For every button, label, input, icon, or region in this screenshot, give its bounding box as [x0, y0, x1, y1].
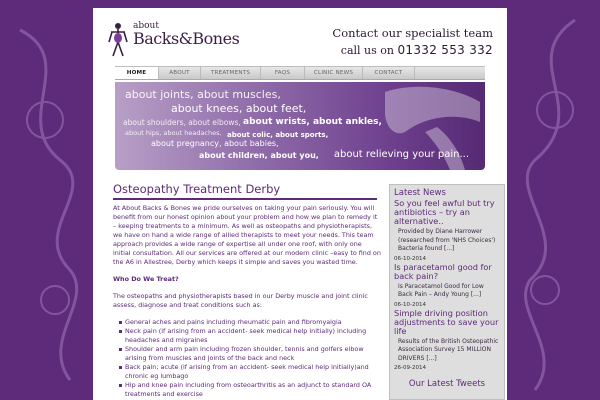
background-swirl-left	[0, 0, 95, 400]
title-divider	[113, 198, 377, 200]
news-title-link[interactable]: So you feel awful but try antibiotics – try an alternative..	[394, 198, 495, 226]
news-excerpt: Is Paracetamol Good for Low Back Pain – Andy Young [...]	[398, 282, 484, 298]
news-item	[390, 309, 504, 372]
nav-clinic-news[interactable]: CLINIC NEWS	[305, 67, 363, 79]
intro-paragraph: At About Backs & Bones we pride ourselves on taking your pain seriously. You will benefit from our honest opinion about your problem and how we plan to remedy it – keeping treatments to a minimum. As well as osteopaths and physiotherapists, we have on hand a wide range of allied therapists to meet your needs. This team approach provides a wide range of expertise all under one roof, with only one initial consultation. All our services are offered at our modern clinic –easy to find on the A6 in Allestree, Derby which keeps it simple and saves you wasted time.	[113, 204, 381, 266]
banner-line-3: about shoulders, about elbows,	[123, 118, 241, 127]
banner-line-6: about colic, about sports,	[227, 131, 329, 139]
main-navigation	[115, 66, 485, 80]
news-date: 26-09-2014	[394, 365, 426, 371]
main-content	[113, 204, 381, 399]
logo-about-text: about	[133, 21, 159, 31]
background-swirl-right	[505, 0, 600, 400]
site-header	[93, 8, 507, 63]
hero-banner	[115, 82, 485, 170]
nav-treatments[interactable]: TREATMENTS	[201, 67, 261, 79]
news-date: 06-10-2014	[394, 255, 426, 262]
list-item: Shoulder and arm pain including frozen shoulder, tennis and golfers elbow arising from muscles and joints of the back and neck	[119, 345, 381, 363]
latest-tweets-heading: Our Latest Tweets	[408, 379, 486, 389]
contact-title: Contact our specialist team	[332, 26, 493, 40]
banner-line-8: about children, about you,	[199, 151, 319, 160]
news-item	[390, 199, 504, 262]
call-us-label: call us on	[340, 44, 394, 57]
banner-line-4: about wrists, about ankles,	[243, 117, 382, 127]
news-excerpt: Provided by Diane Harrower (researched from 'NHS Choices') Bacteria found [...]	[398, 228, 496, 252]
banner-line-5: about hips, about headaches,	[125, 129, 222, 137]
list-item: Hip and knee pain including from osteoarthritis as an adjunct to standard OA treatments and exercise	[119, 381, 381, 399]
site-logo[interactable]	[107, 22, 239, 58]
nav-about[interactable]: ABOUT	[159, 67, 201, 79]
who-intro-paragraph: The osteopaths and physiotherapists based in our Derby muscle and joint clinic assess, diagnose and treat conditions such as:	[113, 292, 368, 309]
news-title-link[interactable]: Simple driving position adjustments to save your life	[394, 307, 499, 336]
page-title: Osteopathy Treatment Derby	[113, 182, 281, 196]
news-title-link[interactable]: Is paracetamol good for back pain?	[394, 261, 492, 281]
phone-number[interactable]: 01332 553 332	[397, 43, 493, 57]
news-item	[390, 263, 504, 308]
news-date: 06-10-2014	[394, 301, 426, 308]
list-item: Back pain; acute (if arising from an accident- seek medical help initially)and chronic eg lumbago	[119, 363, 381, 381]
nav-home[interactable]: HOME	[115, 67, 159, 79]
contact-block	[332, 26, 493, 57]
skeleton-figure-icon	[107, 22, 129, 58]
nav-faqs[interactable]: FAQS	[261, 67, 305, 79]
page-container	[93, 8, 507, 400]
contact-phone-line	[332, 43, 493, 57]
nav-contact[interactable]: CONTACT	[363, 67, 415, 79]
news-excerpt: Results of the British Osteopathic Association Survey 15 MILLION DRIVERS [...]	[398, 337, 499, 362]
banner-line-2: about knees, about feet,	[171, 102, 307, 115]
who-heading: Who Do We Treat?	[113, 275, 179, 283]
logo-brand-text: Backs&Bones	[133, 29, 240, 48]
latest-news-heading: Latest News	[394, 188, 446, 198]
banner-line-7: about pregnancy, about babies,	[151, 139, 279, 148]
list-item: Neck pain (if arising from an accident- seek medical help initially) including headaches and migraines	[119, 327, 381, 345]
sidebar	[389, 184, 505, 400]
list-item: General aches and pains including rheumatic pain and fibromyalgia	[119, 318, 381, 327]
banner-tagline: about relieving your pain...	[333, 149, 469, 160]
banner-line-1: about joints, about muscles,	[125, 88, 281, 101]
conditions-list	[119, 318, 381, 399]
